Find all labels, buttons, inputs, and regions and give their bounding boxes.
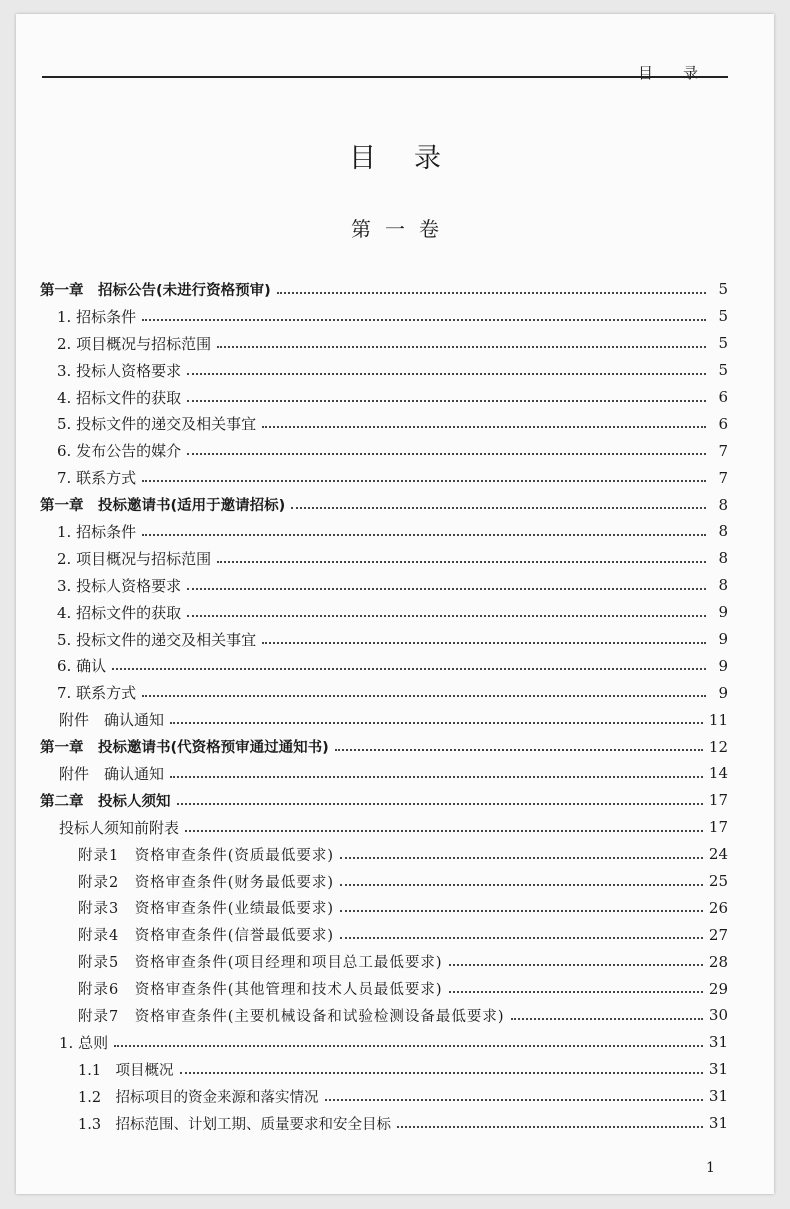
toc-appendix-entry[interactable] — [40, 841, 728, 868]
toc-entry[interactable] — [40, 545, 728, 572]
toc-label: 2. 项目概况与招标范围 — [57, 549, 212, 568]
dot-leader — [340, 909, 703, 912]
dot-leader — [340, 856, 703, 859]
toc-entry[interactable] — [40, 410, 728, 437]
dot-leader — [335, 748, 703, 751]
toc-entry[interactable] — [40, 330, 728, 357]
running-head: 目录 — [637, 64, 728, 82]
toc-subsection-entry[interactable] — [40, 1083, 728, 1110]
toc-page-number: 6 — [718, 414, 728, 433]
toc-entry[interactable] — [40, 679, 728, 706]
toc-label: 6. 确认 — [57, 657, 107, 676]
page-title: 目录 — [349, 143, 479, 174]
toc-label: 第一章 投标邀请书(代资格预审通过通知书) — [40, 740, 329, 757]
dot-leader — [170, 721, 703, 724]
toc-entry[interactable] — [40, 814, 728, 841]
toc-label: 7. 联系方式 — [57, 684, 137, 703]
toc-appendix-entry[interactable] — [40, 894, 728, 921]
toc-page-number: 8 — [718, 549, 728, 568]
dot-leader — [291, 506, 706, 509]
toc-label: 第一章 投标邀请书(适用于邀请招标) — [40, 498, 286, 515]
toc-page-number: 14 — [708, 764, 728, 783]
toc-label: 4. 招标文件的获取 — [57, 388, 182, 407]
toc-label: 1.1 项目概况 — [78, 1062, 174, 1079]
dot-leader — [262, 425, 706, 428]
volume-heading: 第一卷 — [351, 217, 453, 241]
toc-label: 附录4 资格审查条件(信誉最低要求) — [78, 928, 335, 945]
toc-appendix-entry[interactable] — [40, 948, 728, 975]
toc-page-number: 11 — [708, 710, 728, 729]
toc-label: 1.2 招标项目的资金来源和落实情况 — [78, 1089, 319, 1106]
dot-leader — [449, 990, 703, 993]
toc-label: 投标人须知前附表 — [59, 818, 180, 837]
toc-page-number: 5 — [718, 280, 728, 299]
toc-page-number: 17 — [708, 818, 728, 837]
toc-page-number: 5 — [718, 334, 728, 353]
toc-label: 3. 投标人资格要求 — [57, 576, 182, 595]
toc-page-number: 9 — [718, 603, 728, 622]
toc-page-number: 8 — [718, 495, 728, 514]
dot-leader — [187, 372, 706, 375]
toc-label: 1. 招标条件 — [57, 307, 137, 326]
toc-entry[interactable] — [40, 303, 728, 330]
dot-leader — [142, 694, 706, 697]
toc-label: 1. 招标条件 — [57, 522, 137, 541]
toc-page-number: 17 — [708, 791, 728, 810]
toc-label: 4. 招标文件的获取 — [57, 603, 182, 622]
toc-page-number: 9 — [718, 683, 728, 702]
toc-entry[interactable] — [40, 357, 728, 384]
dot-leader — [340, 936, 703, 939]
toc-label: 附录3 资格审查条件(业绩最低要求) — [78, 901, 335, 918]
toc-entry[interactable] — [40, 599, 728, 626]
toc-chapter[interactable] — [40, 733, 728, 760]
toc-entry[interactable] — [40, 572, 728, 599]
header-rule — [42, 76, 728, 78]
toc-entry[interactable] — [40, 652, 728, 679]
toc-page-number: 31 — [708, 1087, 728, 1106]
toc-entry[interactable] — [40, 760, 728, 787]
dot-leader — [142, 318, 706, 321]
dot-leader — [187, 614, 706, 617]
dot-leader — [449, 963, 703, 966]
toc-page-number: 5 — [718, 307, 728, 326]
dot-leader — [325, 1098, 703, 1101]
toc-chapter[interactable] — [40, 491, 728, 518]
toc-page-number: 29 — [708, 979, 728, 998]
dot-leader — [262, 641, 706, 644]
page-folio: 1 — [706, 1160, 715, 1176]
toc-label: 第二章 投标人须知 — [40, 793, 171, 810]
toc-page-number: 27 — [708, 925, 728, 944]
toc-label: 附录6 资格审查条件(其他管理和技术人员最低要求) — [78, 982, 443, 999]
toc-appendix-entry[interactable] — [40, 868, 728, 895]
dot-leader — [180, 1071, 703, 1074]
toc-subsection-entry[interactable] — [40, 1056, 728, 1083]
toc-appendix-entry[interactable] — [40, 975, 728, 1002]
toc-page-number: 8 — [718, 576, 728, 595]
toc-appendix-entry[interactable] — [40, 1002, 728, 1029]
dot-leader — [277, 291, 706, 294]
toc-label: 附件 确认通知 — [59, 764, 165, 783]
dot-leader — [397, 1125, 703, 1128]
toc-page-number: 8 — [718, 522, 728, 541]
toc-chapter[interactable] — [40, 787, 728, 814]
toc-label: 5. 投标文件的递交及相关事宜 — [57, 415, 257, 434]
toc-page-number: 25 — [708, 872, 728, 891]
dot-leader — [177, 802, 703, 805]
dot-leader — [142, 479, 706, 482]
dot-leader — [114, 1044, 703, 1047]
dot-leader — [187, 452, 706, 455]
toc-page-number: 9 — [718, 656, 728, 675]
toc-entry[interactable] — [40, 626, 728, 653]
dot-leader — [170, 775, 703, 778]
table-of-contents — [40, 276, 728, 1137]
dot-leader — [142, 533, 706, 536]
toc-page-number: 31 — [708, 1114, 728, 1133]
dot-leader — [340, 883, 703, 886]
toc-label: 附件 确认通知 — [59, 711, 165, 730]
dot-leader — [187, 587, 706, 590]
toc-label: 6. 发布公告的媒介 — [57, 442, 182, 461]
toc-page-number: 12 — [708, 737, 728, 756]
toc-label: 附录1 资格审查条件(资质最低要求) — [78, 847, 335, 864]
toc-page-number: 7 — [718, 468, 728, 487]
toc-label: 1.3 招标范围、计划工期、质量要求和安全目标 — [78, 1116, 392, 1133]
toc-chapter[interactable] — [40, 276, 728, 303]
toc-page-number: 7 — [718, 441, 728, 460]
toc-label: 附录7 资格审查条件(主要机械设备和试验检测设备最低要求) — [78, 1008, 505, 1025]
toc-entry[interactable] — [40, 437, 728, 464]
toc-label: 1. 总则 — [59, 1033, 109, 1052]
toc-label: 第一章 招标公告(未进行资格预审) — [40, 282, 271, 299]
toc-page-number: 31 — [708, 1060, 728, 1079]
book-page — [16, 14, 774, 1194]
toc-page-number: 30 — [708, 1006, 728, 1025]
toc-label: 附录5 资格审查条件(项目经理和项目总工最低要求) — [78, 955, 443, 972]
toc-page-number: 5 — [718, 361, 728, 380]
toc-page-number: 26 — [708, 898, 728, 917]
toc-page-number: 6 — [718, 388, 728, 406]
toc-page-number: 24 — [708, 845, 728, 864]
dot-leader — [187, 399, 706, 402]
toc-entry[interactable] — [40, 384, 728, 411]
toc-label: 3. 投标人资格要求 — [57, 361, 182, 380]
toc-entry[interactable] — [40, 518, 728, 545]
toc-label: 附录2 资格审查条件(财务最低要求) — [78, 874, 335, 891]
toc-label: 7. 联系方式 — [57, 469, 137, 488]
dot-leader — [217, 345, 706, 348]
toc-entry[interactable] — [40, 464, 728, 491]
toc-label: 2. 项目概况与招标范围 — [57, 334, 212, 353]
toc-label: 5. 投标文件的递交及相关事宜 — [57, 630, 257, 649]
toc-page-number: 9 — [718, 630, 728, 649]
toc-subsection-entry[interactable] — [40, 1110, 728, 1137]
dot-leader — [185, 829, 703, 832]
dot-leader — [112, 667, 706, 670]
toc-page-number: 31 — [708, 1033, 728, 1052]
dot-leader — [217, 560, 706, 563]
dot-leader — [511, 1017, 703, 1020]
toc-appendix-entry[interactable] — [40, 921, 728, 948]
toc-entry[interactable] — [40, 1029, 728, 1056]
toc-entry[interactable] — [40, 706, 728, 733]
toc-page-number: 28 — [708, 952, 728, 971]
